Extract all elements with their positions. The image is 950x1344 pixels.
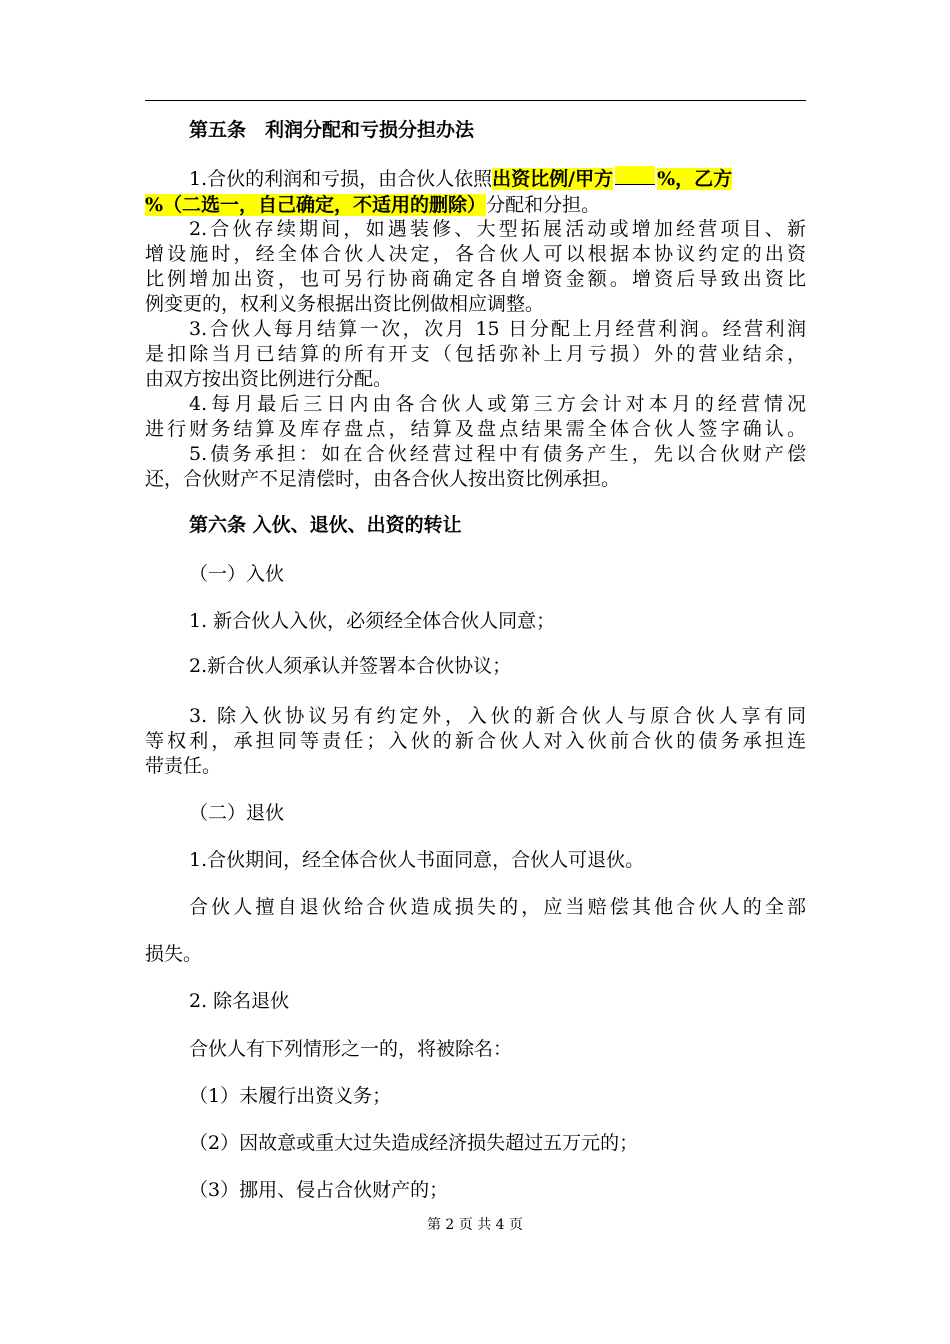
exit-heading: （二）退伙 [189, 802, 285, 824]
s5-p5-line: 还，合伙财产不足清偿时，由各合伙人按出资比例承担。 [145, 468, 621, 490]
s5-p5-line: 5.债务承担：如在合伙经营过程中有债务产生，先以合伙财产偿 [189, 443, 806, 465]
s5-p2-line: 例变更的，权利义务根据出资比例做相应调整。 [145, 293, 545, 315]
s5-p1-blank [615, 166, 655, 185]
s5-p4-line: 4.每月最后三日内由各合伙人或第三方会计对本月的经营情况 [189, 393, 806, 415]
s5-p1-line2 [145, 192, 806, 218]
page-footer: 第 2 页 共 4 页 [426, 1217, 524, 1233]
exit-item-1b-line: 损失。 [145, 943, 203, 965]
s5-p3-line: 由双方按出资比例进行分配。 [145, 368, 393, 390]
join-item-3-line: 等权利，承担同等责任；入伙的新合伙人对入伙前合伙的债务承担连 [145, 730, 806, 752]
s5-p3-line: 3.合伙人每月结算一次，次月 15 日分配上月经营利润。经营利润 [189, 318, 806, 340]
header-rule [145, 100, 806, 101]
join-item-3-line: 3. 除入伙协议另有约定外，入伙的新合伙人与原合伙人享有同 [189, 705, 806, 727]
s5-p4-line: 进行财务结算及库存盘点，结算及盘点结果需全体合伙人签字确认。 [145, 418, 806, 440]
s5-p1-highlight-c: %（二选一，自己确定，不适用的删除） [145, 194, 487, 216]
join-item-3-line: 带责任。 [145, 755, 222, 777]
section-5-title: 第五条 利润分配和亏损分担办法 [189, 119, 475, 141]
exit-item-2-heading: 2. 除名退伙 [189, 990, 290, 1012]
dismissal-condition: （2）因故意或重大过失造成经济损失超过五万元的； [189, 1132, 639, 1154]
s5-p2-line: 比例增加出资，也可另行协商确定各自增资金额。增资后导致出资比 [145, 268, 806, 290]
section-6-title: 第六条 入伙、退伙、出资的转让 [189, 514, 462, 536]
s5-p1-highlight-b: %，乙方 [657, 168, 733, 190]
s5-p1-line1 [189, 166, 806, 192]
exit-item-1b-line: 合伙人擅自退伙给合伙造成损失的，应当赔偿其他合伙人的全部 [189, 896, 806, 918]
s5-p2-line: 增设施时，经全体合伙人决定，各合伙人可以根据本协议约定的出资 [145, 243, 806, 265]
join-item-2: 2.新合伙人须承认并签署本合伙协议； [189, 655, 512, 677]
join-item-1: 1. 新合伙人入伙，必须经全体合伙人同意； [189, 610, 556, 632]
s5-p1-text-end: 分配和分担。 [486, 194, 601, 216]
s5-p3-line: 是扣除当月已结算的所有开支（包括弥补上月亏损）外的营业结余， [145, 343, 806, 365]
s5-p2-line: 2.合伙存续期间，如遇装修、大型拓展活动或增加经营项目、新 [189, 218, 806, 240]
s5-p1-text: 1.合伙的利润和亏损，由合伙人依照 [189, 168, 493, 190]
s5-p1-highlight-a: 出资比例/甲方 [492, 168, 614, 190]
exit-item-2-intro: 合伙人有下列情形之一的，将被除名： [189, 1038, 513, 1060]
dismissal-condition: （1）未履行出资义务； [189, 1085, 392, 1107]
dismissal-condition: （3）挪用、侵占合伙财产的； [189, 1179, 449, 1201]
join-heading: （一）入伙 [189, 563, 285, 585]
exit-item-1: 1.合伙期间，经全体合伙人书面同意，合伙人可退伙。 [189, 849, 645, 871]
